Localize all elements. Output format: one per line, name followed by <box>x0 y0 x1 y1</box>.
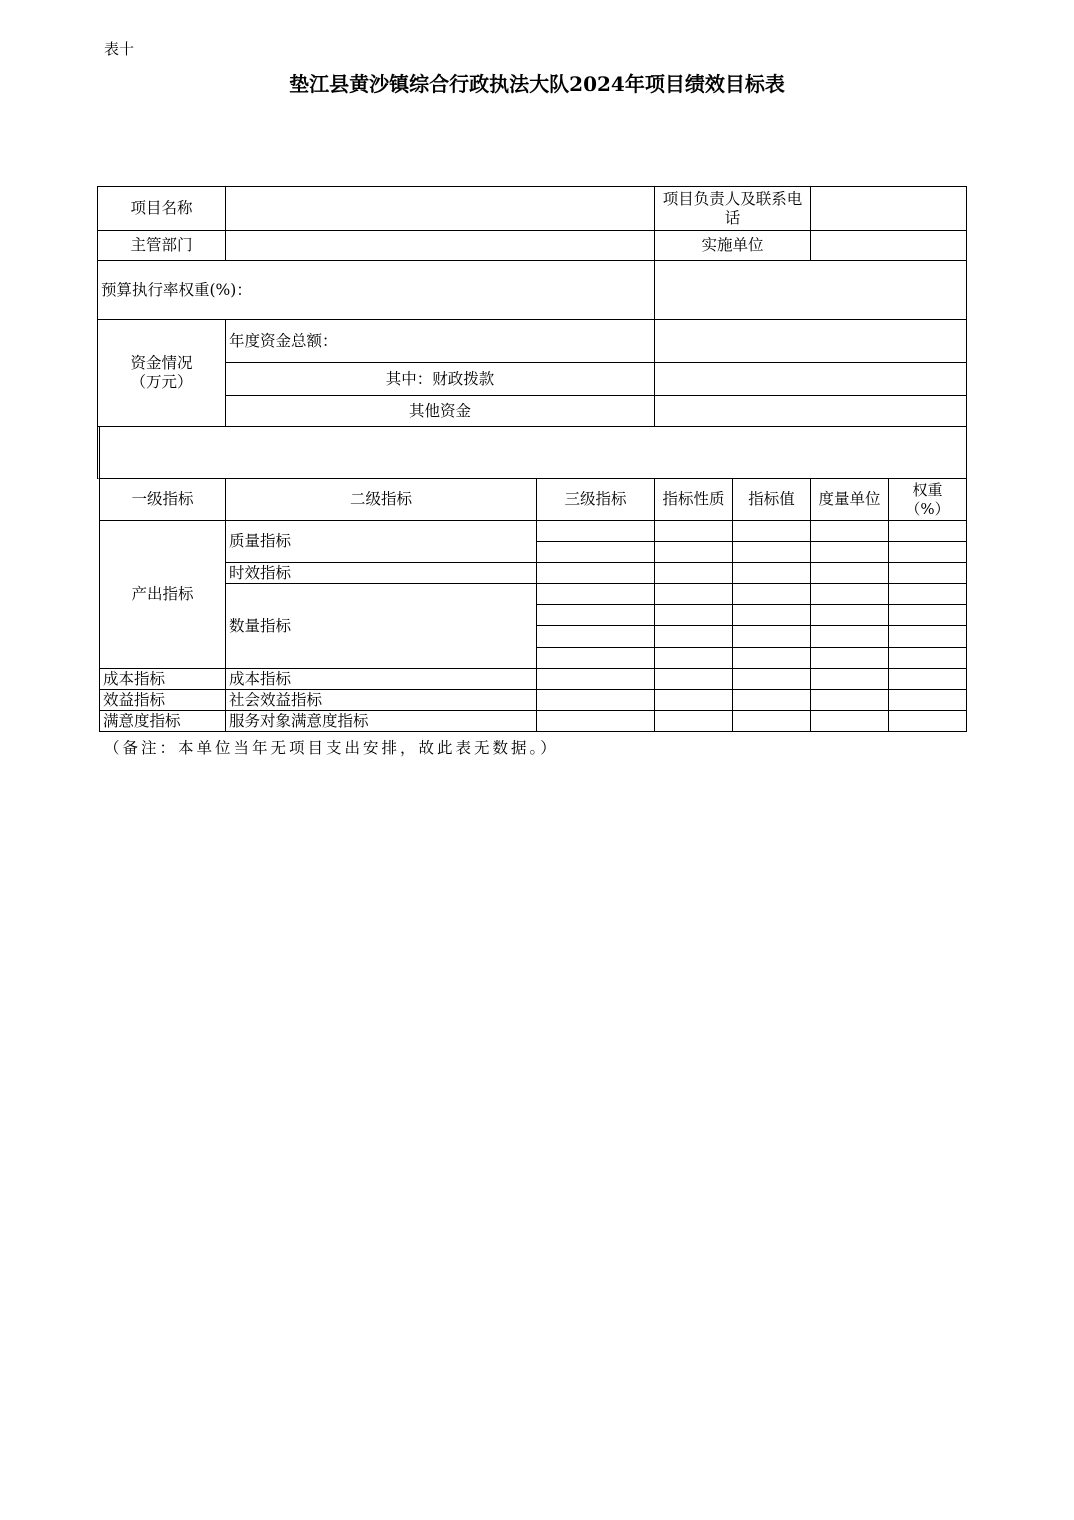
indicator-cell <box>654 604 733 626</box>
indicator-cell <box>810 583 889 605</box>
indicator-cell <box>654 520 733 542</box>
indicator-cell <box>732 710 811 732</box>
budget-rate-value <box>654 260 967 320</box>
indicator-cell <box>732 689 811 711</box>
indicator-cell <box>732 604 811 626</box>
indicator-cell <box>810 604 889 626</box>
indicator-cell <box>888 625 967 648</box>
footnote: （备注：本单位当年无项目支出安排，故此表无数据。） <box>104 739 559 757</box>
indicator-cell <box>654 710 733 732</box>
goal-blank-row <box>97 426 967 479</box>
quantity-indicator-l2: 数量指标 <box>225 583 537 669</box>
indicator-cell <box>536 541 655 563</box>
table-label: 表十 <box>104 40 135 58</box>
indicator-cell <box>732 541 811 563</box>
indicator-cell <box>654 562 733 584</box>
indicator-cell <box>888 520 967 542</box>
indicator-cell <box>654 647 733 669</box>
indicator-cell <box>810 689 889 711</box>
page-title: 垫江县黄沙镇综合行政执法大队2024年项目绩效目标表 <box>289 72 785 96</box>
department-value <box>225 230 655 261</box>
indicator-cell <box>536 604 655 626</box>
funds-other-value <box>654 395 967 427</box>
benefit-indicator-l2: 社会效益指标 <box>225 689 537 711</box>
leader-label: 项目负责人及联系电话 <box>654 186 811 231</box>
indicator-cell <box>810 668 889 690</box>
project-name-value <box>225 186 655 231</box>
indicator-cell <box>732 625 811 648</box>
funds-total-value <box>654 319 967 363</box>
satisfaction-indicator-l2: 服务对象满意度指标 <box>225 710 537 732</box>
implementer-value <box>810 230 967 261</box>
indicator-cell <box>732 562 811 584</box>
header-nature: 指标性质 <box>654 478 733 521</box>
funds-total-label: 年度资金总额： <box>225 319 655 363</box>
header-level3: 三级指标 <box>536 478 655 521</box>
indicator-cell <box>654 541 733 563</box>
indicator-cell <box>732 668 811 690</box>
indicator-cell <box>732 583 811 605</box>
indicator-cell <box>888 710 967 732</box>
funds-label: 资金情况（万元） <box>97 319 226 427</box>
indicator-cell <box>810 520 889 542</box>
indicator-cell <box>654 583 733 605</box>
header-value: 指标值 <box>732 478 811 521</box>
header-unit: 度量单位 <box>810 478 889 521</box>
indicator-cell <box>810 710 889 732</box>
indicator-cell <box>536 668 655 690</box>
indicator-cell <box>888 583 967 605</box>
indicator-cell <box>732 520 811 542</box>
funds-fiscal-value <box>654 362 967 396</box>
satisfaction-indicator-l1: 满意度指标 <box>99 710 226 732</box>
department-label: 主管部门 <box>97 230 226 261</box>
indicator-cell <box>654 625 733 648</box>
leader-value <box>810 186 967 231</box>
indicator-cell <box>888 668 967 690</box>
indicator-cell <box>810 562 889 584</box>
indicator-cell <box>536 583 655 605</box>
indicator-cell <box>536 689 655 711</box>
quality-indicator-l2: 质量指标 <box>225 520 537 563</box>
indicator-cell <box>536 647 655 669</box>
cost-indicator-l2: 成本指标 <box>225 668 537 690</box>
indicator-cell <box>888 647 967 669</box>
output-indicator-l1: 产出指标 <box>99 520 226 669</box>
indicator-cell <box>810 625 889 648</box>
project-name-label: 项目名称 <box>97 186 226 231</box>
budget-rate-label: 预算执行率权重(%)： <box>97 260 655 320</box>
funds-fiscal-label: 其中：财政拨款 <box>225 362 655 396</box>
header-weight: 权重（%） <box>888 478 967 521</box>
indicator-cell <box>654 689 733 711</box>
indicator-cell <box>536 710 655 732</box>
header-level2: 二级指标 <box>225 478 537 521</box>
cost-indicator-l1: 成本指标 <box>99 668 226 690</box>
indicator-cell <box>810 647 889 669</box>
timeliness-indicator-l2: 时效指标 <box>225 562 537 584</box>
header-level1: 一级指标 <box>99 478 226 521</box>
funds-other-label: 其他资金 <box>225 395 655 427</box>
indicator-cell <box>654 668 733 690</box>
indicator-cell <box>732 647 811 669</box>
indicator-cell <box>810 541 889 563</box>
benefit-indicator-l1: 效益指标 <box>99 689 226 711</box>
indicator-cell <box>888 604 967 626</box>
indicator-cell <box>888 689 967 711</box>
indicator-cell <box>888 562 967 584</box>
implementer-label: 实施单位 <box>654 230 811 261</box>
indicator-cell <box>536 625 655 648</box>
indicator-cell <box>888 541 967 563</box>
indicator-cell <box>536 562 655 584</box>
indicator-cell <box>536 520 655 542</box>
